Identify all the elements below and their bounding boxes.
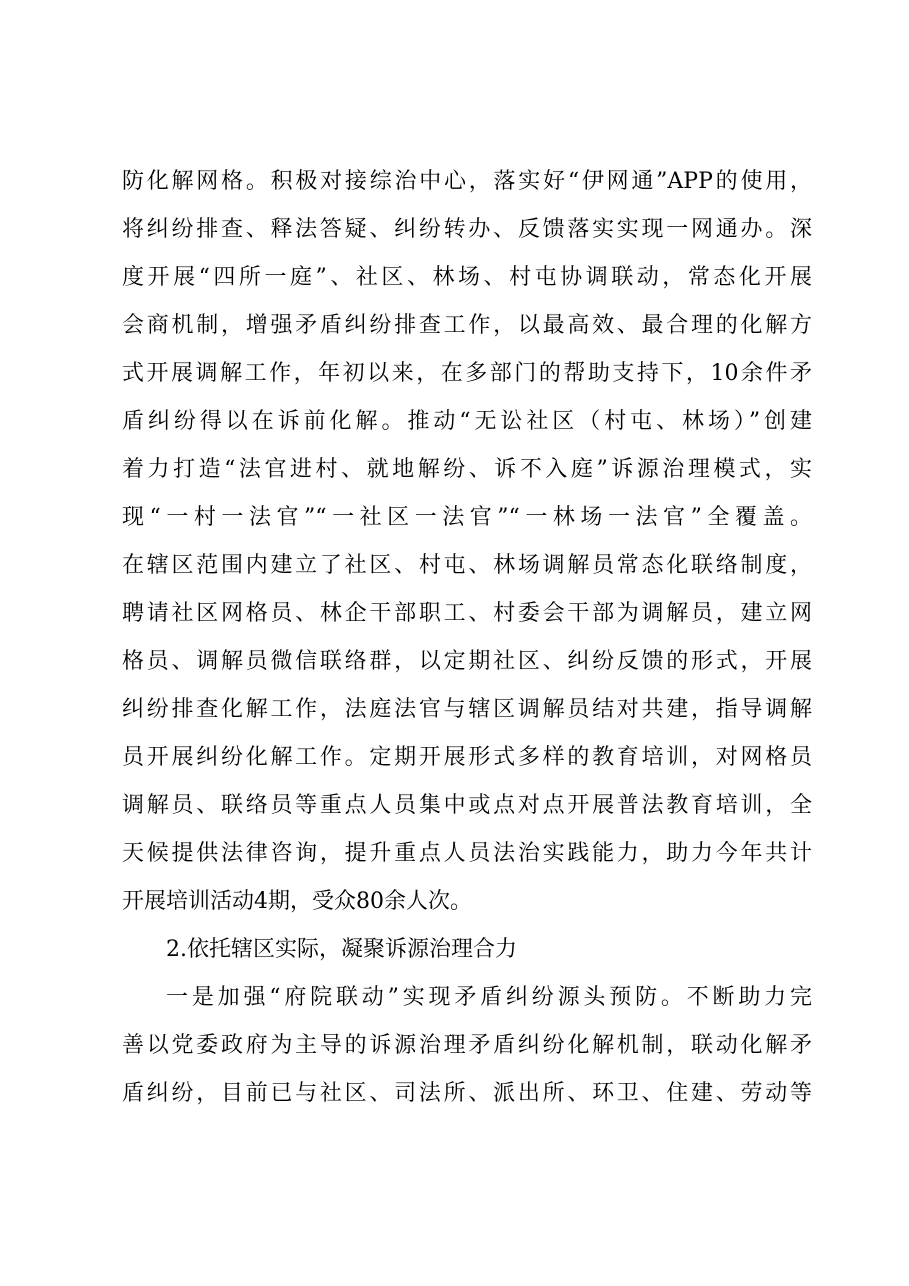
text-line: 现“一村一法官”“一社区一法官”“一林场一法官”全覆盖。: [122, 505, 812, 530]
text-line: 式开展调解工作，年初以来，在多部门的帮助支持下，10余件矛: [122, 361, 812, 386]
text-line: 天候提供法律咨询，提升重点人员法治实践能力，助力今年共计: [122, 841, 812, 866]
text-line: 员开展纠纷化解工作。定期开展形式多样的教育培训，对网格员: [122, 745, 812, 770]
text-line: 调解员、联络员等重点人员集中或点对点开展普法教育培训，全: [122, 793, 812, 818]
text-line: 聘请社区网格员、林企干部职工、村委会干部为调解员，建立网: [122, 601, 812, 626]
text-line: 将纠纷排查、释法答疑、纠纷转办、反馈落实实现一网通办。深: [122, 217, 812, 242]
text-line: 善以党委政府为主导的诉源治理矛盾纠纷化解机制，联动化解矛: [122, 1033, 812, 1058]
text-line: 在辖区范围内建立了社区、村屯、林场调解员常态化联络制度，: [122, 553, 812, 578]
text-line: 防化解网格。积极对接综治中心，落实好“伊网通”APP的使用，: [122, 169, 812, 194]
text-line: 格员、调解员微信联络群，以定期社区、纠纷反馈的形式，开展: [122, 649, 812, 674]
text-line: 着力打造“法官进村、就地解纷、诉不入庭”诉源治理模式，实: [122, 457, 812, 482]
text-line: 盾纠纷，目前已与社区、司法所、派出所、环卫、住建、劳动等: [122, 1081, 812, 1106]
text-line: 开展培训活动4期，受众80余人次。: [122, 889, 472, 914]
body-text: [122, 158, 812, 1118]
text-line: 盾纠纷得以在诉前化解。推动“无讼社区（村屯、林场）”创建: [122, 409, 812, 434]
text-line: 纠纷排查化解工作，法庭法官与辖区调解员结对共建，指导调解: [122, 697, 812, 722]
text-line: 一是加强“府院联动”实现矛盾纠纷源头预防。不断助力完: [166, 985, 812, 1010]
section-heading: 2.依托辖区实际，凝聚诉源治理合力: [166, 937, 517, 962]
text-line: 会商机制，增强矛盾纠纷排查工作，以最高效、最合理的化解方: [122, 313, 812, 338]
text-line: 度开展“四所一庭”、社区、林场、村屯协调联动，常态化开展: [122, 265, 812, 290]
